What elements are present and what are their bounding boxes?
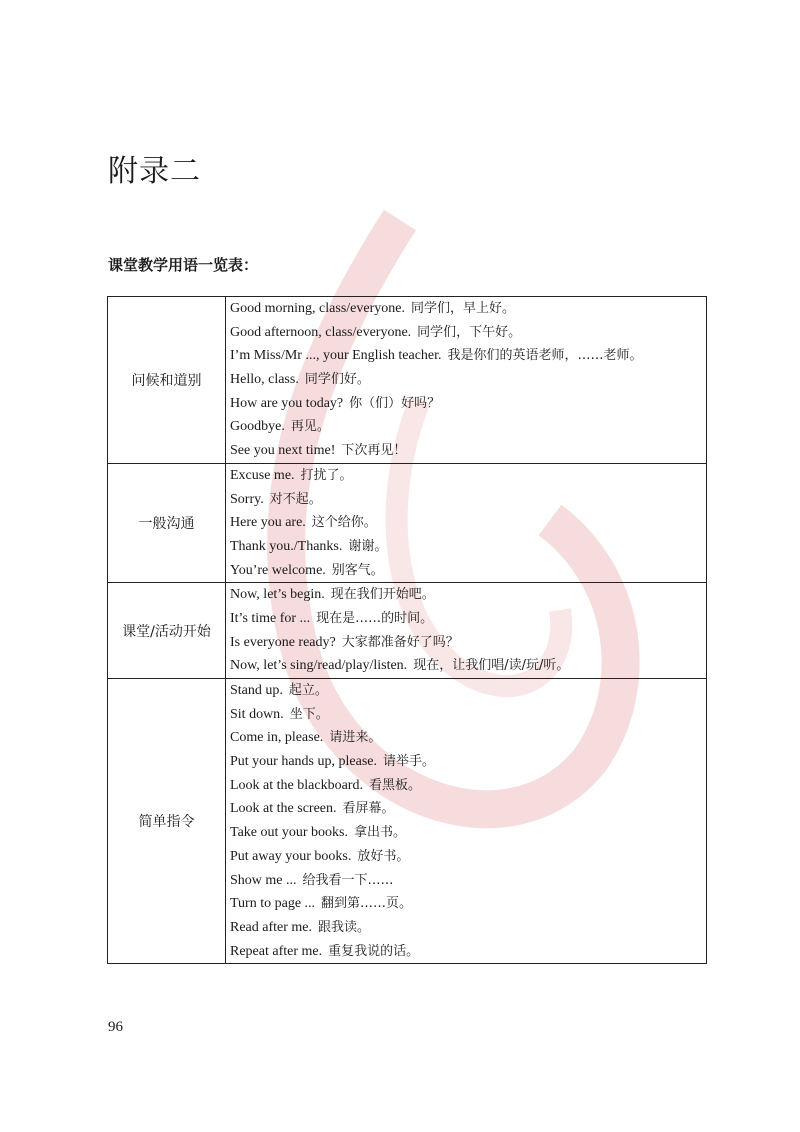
phrase-row xyxy=(230,821,706,845)
phrase-english: Excuse me. xyxy=(230,467,295,483)
phrase-row xyxy=(230,607,706,631)
phrase-english: You’re welcome. xyxy=(230,562,326,578)
section-row xyxy=(108,297,707,464)
phrase-row xyxy=(230,869,706,893)
phrase-row xyxy=(230,583,706,607)
phrase-english: Hello, class. xyxy=(230,372,299,388)
phrase-row xyxy=(230,845,706,869)
section-phrases xyxy=(226,583,707,679)
phrase-chinese: 同学们，早上好。 xyxy=(410,301,515,316)
phrase-chinese: 跟我读。 xyxy=(318,919,371,935)
phrase-chinese: 这个给你。 xyxy=(311,515,377,531)
phrase-row xyxy=(230,439,706,463)
phrase-chinese: 别客气。 xyxy=(331,562,384,578)
phrase-english: Put your hands up, please. xyxy=(230,754,377,770)
phrase-english: Sit down. xyxy=(230,706,284,722)
phrase-row xyxy=(230,368,706,392)
phrase-english: Sorry. xyxy=(230,491,264,507)
phrase-row xyxy=(230,916,706,940)
phrase-chinese: 看黑板。 xyxy=(368,777,421,793)
phrase-english: Good morning, class/everyone. xyxy=(230,301,405,316)
phrase-chinese: 起立。 xyxy=(288,683,328,698)
page-subtitle: 课堂教学用语一览表： xyxy=(108,256,259,274)
phrase-chinese: 谢谢。 xyxy=(348,538,388,554)
phrase-chinese: 现在，让我们唱/读/玩/听。 xyxy=(413,658,570,674)
section-category: 课堂/活动开始 xyxy=(108,583,226,679)
phrase-english: Now, let’s begin. xyxy=(230,587,325,603)
section-phrases xyxy=(226,463,707,582)
phrase-chinese: 坐下。 xyxy=(289,706,329,722)
phrase-chinese: 再见。 xyxy=(290,419,330,435)
phrase-row xyxy=(230,703,706,727)
phrase-row xyxy=(230,511,706,535)
phrase-english: Look at the screen. xyxy=(230,801,337,817)
phrase-english: Read after me. xyxy=(230,919,313,935)
phrase-row xyxy=(230,726,706,750)
phrase-english: Show me ... xyxy=(230,872,297,888)
phrase-chinese: 重复我说的话。 xyxy=(328,943,420,959)
phrase-english: Take out your books. xyxy=(230,825,349,841)
phrase-english: Come in, please. xyxy=(230,730,324,746)
phrase-chinese: 现在是……的时间。 xyxy=(316,610,434,626)
page-title: 附录二 xyxy=(108,154,201,189)
phrase-row xyxy=(230,535,706,559)
phrase-row xyxy=(230,892,706,916)
phrase-row xyxy=(230,797,706,821)
phrase-english: Now, let’s sing/read/play/listen. xyxy=(230,658,408,674)
phrase-english: See you next time! xyxy=(230,443,336,459)
phrase-row xyxy=(230,344,706,368)
phrase-english: Look at the blackboard. xyxy=(230,777,363,793)
phrase-row xyxy=(230,392,706,416)
classroom-phrases-table xyxy=(107,296,707,964)
phrase-row xyxy=(230,774,706,798)
section-phrases xyxy=(226,297,707,464)
phrase-row xyxy=(230,654,706,678)
phrase-chinese: 我是你们的英语老师，……老师。 xyxy=(447,348,643,364)
phrase-row xyxy=(230,679,706,703)
phrase-row xyxy=(230,631,706,655)
phrase-chinese: 放好书。 xyxy=(357,848,410,864)
section-row xyxy=(108,583,707,679)
phrase-english: Good afternoon, class/everyone. xyxy=(230,324,412,340)
phrase-english: Goodbye. xyxy=(230,419,285,435)
section-category: 简单指令 xyxy=(108,679,226,964)
phrase-english: Is everyone ready? xyxy=(230,634,336,650)
phrase-chinese: 拿出书。 xyxy=(354,825,407,841)
phrase-chinese: 大家都准备好了吗？ xyxy=(341,634,459,650)
phrase-chinese: 对不起。 xyxy=(269,491,322,507)
phrase-row xyxy=(230,559,706,583)
phrase-chinese: 你（们）好吗？ xyxy=(349,395,441,411)
phrase-english: Thank you./Thanks. xyxy=(230,538,343,554)
phrase-chinese: 请进来。 xyxy=(329,730,382,746)
phrase-row xyxy=(230,488,706,512)
phrase-chinese: 给我看一下…… xyxy=(302,872,394,888)
phrase-row xyxy=(230,464,706,488)
phrase-english: It’s time for ... xyxy=(230,610,311,626)
section-phrases xyxy=(226,679,707,964)
phrase-english: Turn to page ... xyxy=(230,896,316,912)
phrase-chinese: 看屏幕。 xyxy=(342,801,395,817)
phrase-row xyxy=(230,321,706,345)
section-category: 问候和道别 xyxy=(108,297,226,464)
phrase-chinese: 翻到第……页。 xyxy=(321,896,413,912)
phrase-english: Put away your books. xyxy=(230,848,352,864)
phrase-english: I’m Miss/Mr ..., your English teacher. xyxy=(230,348,442,364)
section-category: 一般沟通 xyxy=(108,463,226,582)
section-row xyxy=(108,463,707,582)
phrase-chinese: 同学们，下午好。 xyxy=(417,324,522,340)
phrase-row xyxy=(230,415,706,439)
phrase-row xyxy=(230,297,706,321)
section-row xyxy=(108,679,707,964)
phrase-chinese: 下次再见！ xyxy=(341,443,407,459)
phrase-chinese: 同学们好。 xyxy=(304,372,370,388)
phrase-english: Repeat after me. xyxy=(230,943,323,959)
phrase-row xyxy=(230,750,706,774)
phrase-row xyxy=(230,940,706,964)
phrase-chinese: 现在我们开始吧。 xyxy=(330,587,435,603)
page-number: 96 xyxy=(108,1019,123,1035)
phrase-chinese: 打扰了。 xyxy=(300,467,353,483)
phrase-english: Here you are. xyxy=(230,515,306,531)
phrase-english: Stand up. xyxy=(230,683,283,698)
phrase-chinese: 请举手。 xyxy=(382,754,435,770)
phrase-english: How are you today? xyxy=(230,395,344,411)
